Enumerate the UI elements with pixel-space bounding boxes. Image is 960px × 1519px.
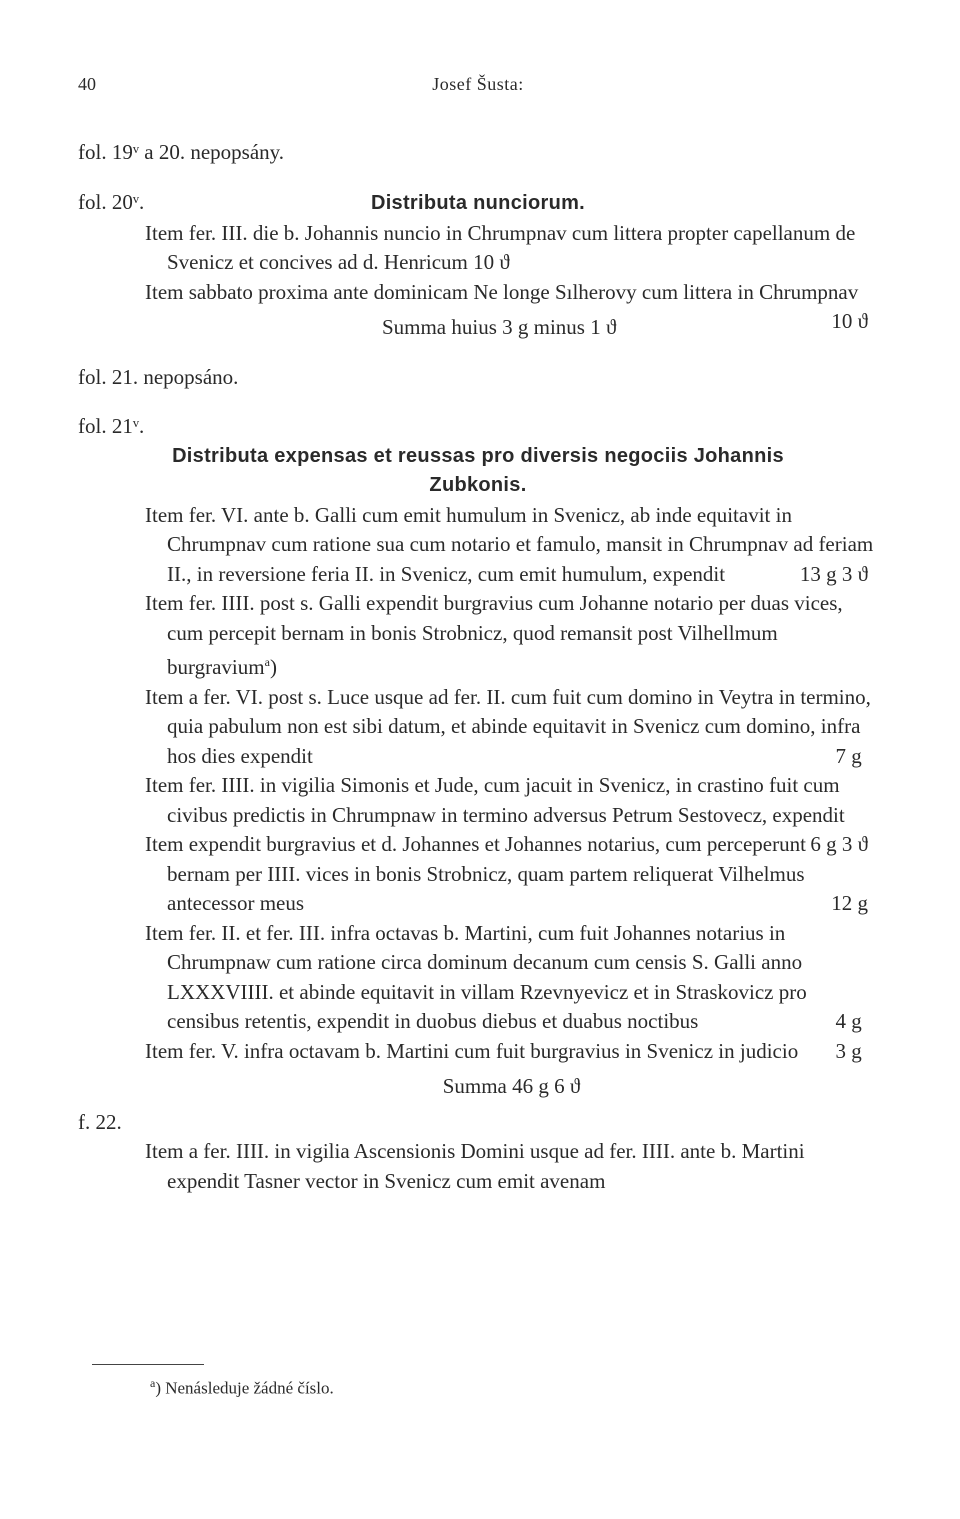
page-number: 40 <box>78 74 96 94</box>
entry-item: Item fer. VI. ante b. Galli cum emit humulum in Svenicz, ab inde equitavit in Chrumpnav cum ratione sua cum notario et famulo, mansit in Chrumpnav ad feriam II., in reversione feria II. in Svenicz, cum emit humulum, expendit 13 g 3 ϑ <box>145 501 878 590</box>
entry-amount: 4 g <box>835 1009 862 1033</box>
folio-note: f. 22. <box>78 1109 122 1134</box>
folio-note: fol. 21ᵛ. <box>78 414 145 438</box>
footnote-mark: a <box>150 1376 156 1390</box>
entry-list <box>78 1137 878 1196</box>
running-title: Josef Šusta: <box>432 74 524 94</box>
footnote-rule <box>92 1364 204 1365</box>
summa: Summa huius 3 g minus 1 ϑ <box>381 315 617 339</box>
folio-note: fol. 20ᵛ. <box>78 189 145 214</box>
page-body <box>78 138 878 1196</box>
entry-amount: 13 g 3 ϑ <box>799 561 868 586</box>
entry-item: Item a fer. IIII. in vigilia Ascensionis Domini usque ad fer. IIII. ante b. Martini expendit Tasner vector in Svenicz cum emit avenam <box>145 1139 805 1193</box>
folio-note: fol. 21. nepopsáno. <box>78 364 239 389</box>
entry-amount: 10 ϑ <box>831 309 868 333</box>
page-header <box>78 74 878 104</box>
entry-item: Item sabbato proxima ante dominicam Ne longe Sılherovy cum littera in Chrumpnav 10 ϑ <box>145 278 878 308</box>
entry-amount: 12 g <box>831 891 868 915</box>
entry-list <box>78 219 878 343</box>
section-heading: Distributa expensas et reussas pro diversis negociis Johannis Zubkonis. <box>172 444 784 496</box>
entry-list <box>78 501 878 1102</box>
section-heading: Distributa nunciorum. <box>370 192 586 214</box>
entry-amount: 7 g <box>835 743 862 768</box>
entry-amount: 3 g <box>835 1038 862 1063</box>
entry-item: Item fer. IIII. post s. Galli expendit burgravius cum Johanne notario per duas vices, cum percepit bernam in bonis Strobnicz, quod remansit post Vilhellmum burgravium$^a$) <box>145 591 843 679</box>
entry-amount: 6 g 3 ϑ <box>810 832 868 856</box>
entry-item: Item fer. II. et fer. III. infra octavas b. Martini, cum fuit Johannes notarius in Chrumpnaw cum ratione circa dominum decanum cum censis S. Galli anno LXXXVIIII. et abinde equitavit in villam Rzevnyevicz et in Straskovicz pro censibus retentis, expendit in duobus diebus et duabus noctibus 4 g <box>145 919 878 1037</box>
footnote: $^a$) Nenásleduje žádné číslo. <box>150 1376 334 1398</box>
entry-item: Item fer. IIII. in vigilia Simonis et Jude, cum jacuit in Svenicz, in crastino fuit cum civibus predictis in Chrumpnaw in termino adversus Petrum Sestovecz, expendit 6 g 3 ϑ <box>145 771 878 830</box>
entry-item: Item expendit burgravius et d. Johannes et Johannes notarius, cum perceperunt bernam per IIII. vices in bonis Strobnicz, quam partem reliquerat Vilhelmus antecessor meus 12 g <box>145 830 878 919</box>
entry-item: Item a fer. VI. post s. Luce usque ad fer. II. cum fuit cum domino in Veytra in termino, quia pabulum non est sibi datum, et abinde equitavit in Svenicz cum domino, infra hos dies expendit 7 g <box>145 683 878 772</box>
folio-note: fol. 19ᵛ a 20. nepopsány. <box>78 140 285 164</box>
footnote-ref: a <box>264 655 270 669</box>
summa: Summa 46 g 6 ϑ <box>442 1074 581 1098</box>
entry-item: Item fer. III. die b. Johannis nuncio in Chrumpnav cum littera propter capellanum de Svenicz et concives ad d. Henricum 10 ϑ <box>145 220 856 274</box>
entry-item: Item fer. V. infra octavam b. Martini cum fuit burgravius in Svenicz in judicio 3 g <box>145 1037 878 1067</box>
